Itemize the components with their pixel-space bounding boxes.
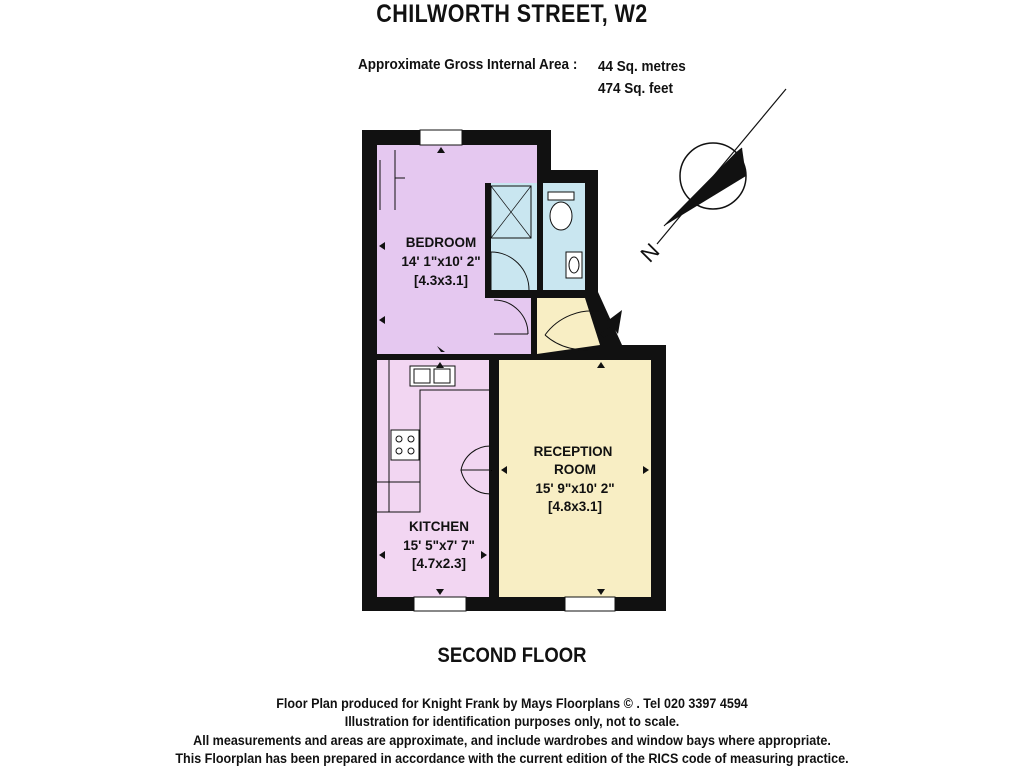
kitchen-name: KITCHEN (409, 519, 469, 534)
gross-area-imperial: 474 Sq. feet (598, 80, 674, 97)
plan-title: CHILWORTH STREET, W2 (376, 0, 648, 28)
gross-area-label: Approximate Gross Internal Area : (358, 56, 578, 73)
reception-metric: [4.8x3.1] (547, 499, 603, 514)
reception-area (499, 360, 651, 597)
footer-line-2: Illustration for identification purposes only, not to scale. (344, 714, 680, 729)
floor-label: SECOND FLOOR (437, 644, 587, 667)
bedroom-metric: [4.3x3.1] (413, 273, 469, 288)
gross-area-metric: 44 Sq. metres (598, 58, 686, 75)
bedroom-dimensions: 14' 1"x10' 2" (401, 254, 481, 269)
north-letter: N (635, 238, 665, 268)
footer-line-4: This Floorplan has been prepared in accordance with the current edition of the RICS code of measuring practice. (175, 751, 849, 766)
reception-dimensions: 15' 9"x10' 2" (535, 481, 615, 496)
basin-icon (566, 252, 582, 278)
toilet-icon (548, 192, 574, 230)
reception-name-line1: RECEPTION (533, 444, 613, 459)
kitchen-metric: [4.7x2.3] (411, 556, 467, 571)
footer-line-1: Floor Plan produced for Knight Frank by Mays Floorplans © . Tel 020 3397 4594 (276, 696, 748, 711)
bedroom-name: BEDROOM (405, 235, 477, 250)
kitchen-dimensions: 15' 5"x7' 7" (403, 538, 475, 553)
reception-name-line2: ROOM (554, 462, 596, 477)
footer-line-3: All measurements and areas are approximate, and include wardrobes and window bays where appropriate. (193, 733, 831, 748)
north-arrow-icon (636, 89, 786, 267)
shower-tray (491, 186, 531, 238)
kitchen-door (491, 470, 492, 471)
